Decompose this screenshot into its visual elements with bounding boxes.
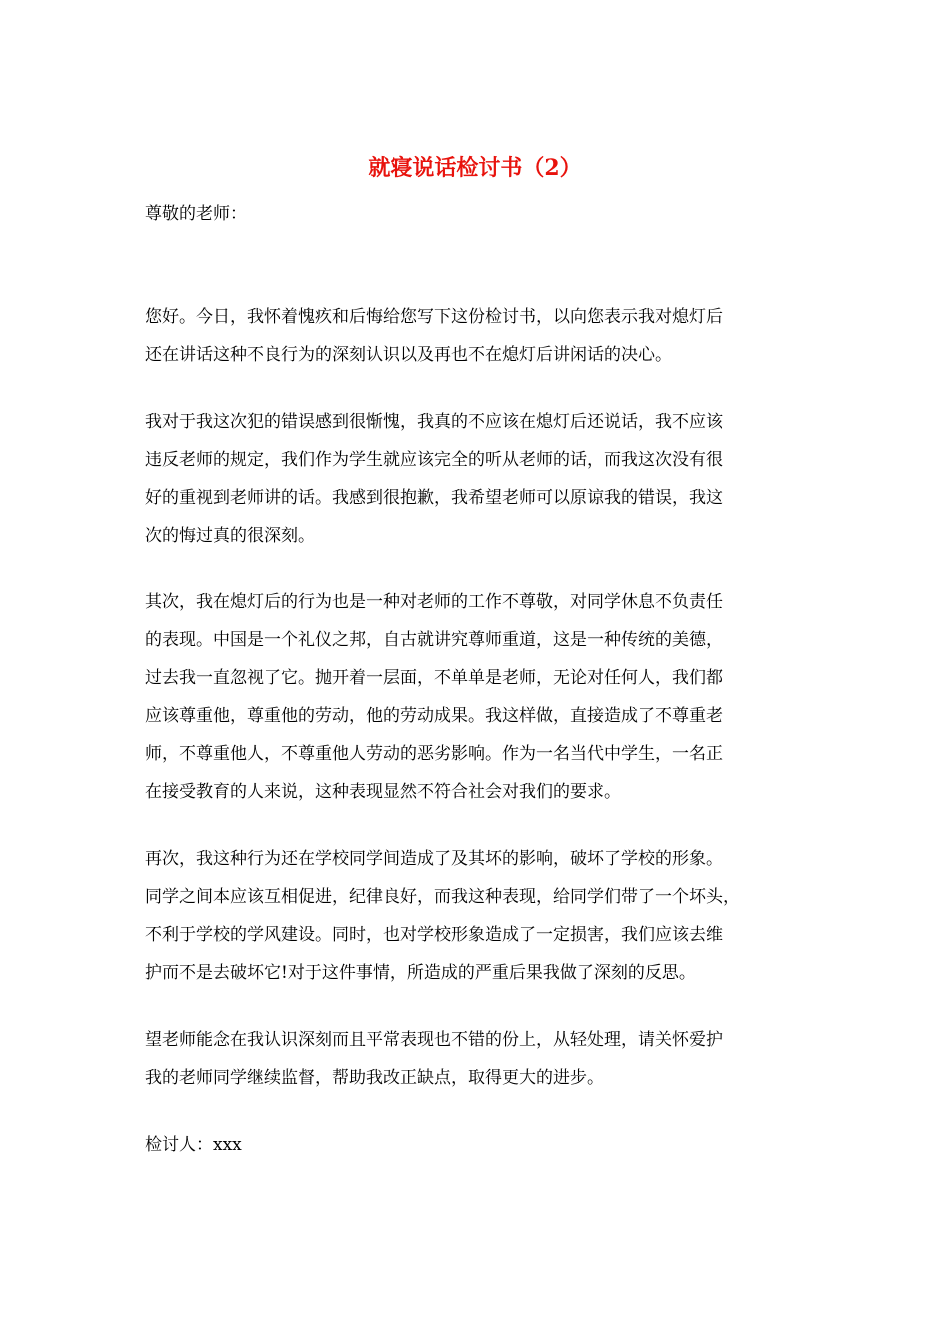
paragraph-1-line-2: 还在讲话这种不良行为的深刻认识以及再也不在熄灯后讲闲话的决心。 <box>145 345 672 365</box>
paragraph-4-line-4: 护而不是去破坏它!对于这件事情，所造成的严重后果我做了深刻的反思。 <box>145 963 696 983</box>
paragraph-2-line-3: 好的重视到老师讲的话。我感到很抱歉，我希望老师可以原谅我的错误，我这 <box>145 488 723 508</box>
document-title: 就寝说话检讨书（2） <box>368 155 582 181</box>
paragraph-3-line-4: 应该尊重他，尊重他的劳动，他的劳动成果。我这样做，直接造成了不尊重老 <box>145 706 723 726</box>
greeting: 尊敬的老师： <box>145 204 247 224</box>
paragraph-3-line-2: 的表现。中国是一个礼仪之邦，自古就讲究尊师重道，这是一种传统的美德， <box>145 630 723 650</box>
paragraph-2-line-1: 我对于我这次犯的错误感到很惭愧，我真的不应该在熄灯后还说话，我不应该 <box>145 412 723 432</box>
paragraph-5-line-2: 我的老师同学继续监督，帮助我改正缺点，取得更大的进步。 <box>145 1068 604 1088</box>
paragraph-2-line-2: 违反老师的规定，我们作为学生就应该完全的听从老师的话，而我这次没有很 <box>145 450 723 470</box>
paragraph-2-line-4: 次的悔过真的很深刻。 <box>145 526 315 546</box>
paragraph-4-line-2: 同学之间本应该互相促进，纪律良好，而我这种表现，给同学们带了一个坏头， <box>145 887 740 907</box>
signature: 检讨人：xxx <box>145 1135 242 1155</box>
paragraph-3-line-3: 过去我一直忽视了它。抛开着一层面，不单单是老师，无论对任何人，我们都 <box>145 668 723 688</box>
paragraph-4-line-1: 再次，我这种行为还在学校同学间造成了及其坏的影响，破坏了学校的形象。 <box>145 849 723 869</box>
paragraph-3-line-1: 其次，我在熄灯后的行为也是一种对老师的工作不尊敬，对同学休息不负责任 <box>145 592 723 612</box>
paragraph-4-line-3: 不利于学校的学风建设。同时，也对学校形象造成了一定损害，我们应该去维 <box>145 925 723 945</box>
paragraph-3-line-6: 在接受教育的人来说，这种表现显然不符合社会对我们的要求。 <box>145 782 621 802</box>
paragraph-3-line-5: 师，不尊重他人，不尊重他人劳动的恶劣影响。作为一名当代中学生，一名正 <box>145 744 723 764</box>
paragraph-5-line-1: 望老师能念在我认识深刻而且平常表现也不错的份上，从轻处理，请关怀爱护 <box>145 1030 723 1050</box>
paragraph-1-line-1: 您好。今日，我怀着愧疚和后悔给您写下这份检讨书，以向您表示我对熄灯后 <box>145 307 723 327</box>
